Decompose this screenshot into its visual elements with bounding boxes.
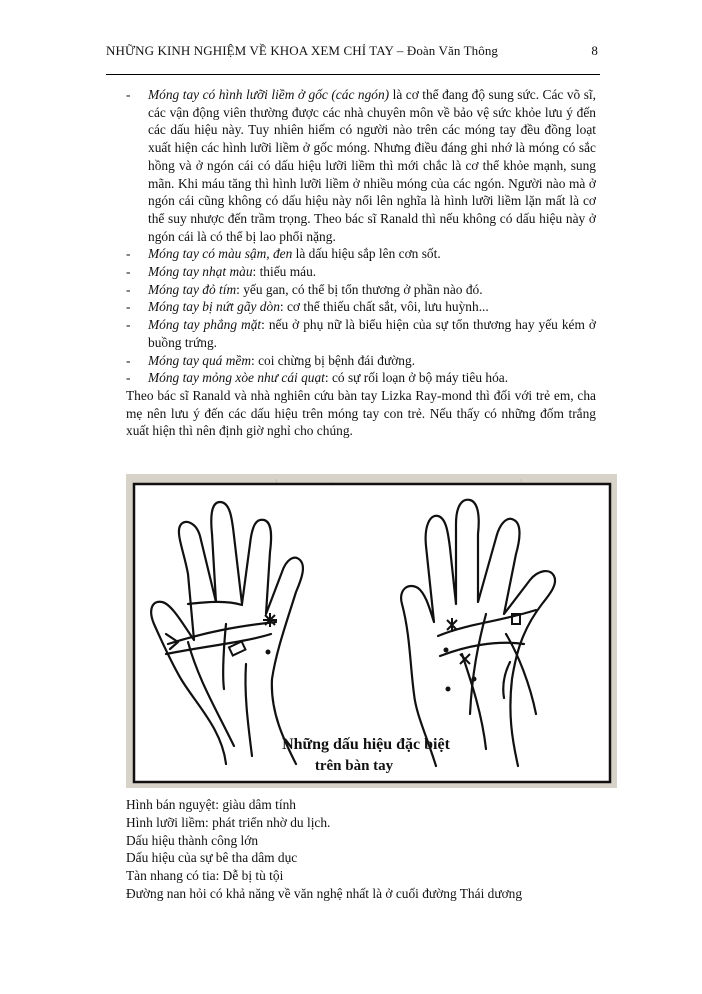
paragraph: Theo bác sĩ Ranald và nhà nghiên cứu bàn tay Lizka Ray-mond thì đối với trẻ em, cha mẹ nên lưu ý đến các dấu hiệu trên móng tay con trẻ. Nếu thấy có những đốm trắng xuất hiện thì nên định giờ nghỉ cho chúng. bbox=[126, 387, 596, 439]
item-text: là cơ thể đang độ sung sức. Các võ sĩ, các vận động viên thường được các nhà chuyên môn về bảo vệ sức khỏe lưu ý đến các dấu hiệu này. Tuy nhiên hiếm có người nào trên các móng tay đều đồng loạt xuất hiện các hình lưỡi liềm ở gốc móng. Nhưng điều đáng ghi nhớ là móng có sắc hồng và ở ngón cái có dấu hiệu lưỡi liềm thì mới chắc là cơ thể khỏe mạnh, sung mãn. Khi máu tăng thì hình lưỡi liềm ở nhiều móng của các ngón. Người nào mà ở ngón cái cũng không có dấu hiệu này nổi lên nghĩa là hình lưỡi liềm lặn mất là cơ thể suy nhược đến trầm trọng. Theo bác sĩ Ranald thì nếu không có dấu hiệu này ở ngón cái là có thể bị lao phổi nặng. bbox=[148, 87, 596, 244]
item-term: Móng tay có màu sậm, đen bbox=[148, 246, 293, 262]
item-text: : có sự rối loạn ở bộ máy tiêu hóa. bbox=[324, 370, 509, 386]
item-term: Móng tay nhạt màu bbox=[148, 264, 253, 280]
item-term: Móng tay bị nứt gãy dòn bbox=[148, 299, 280, 315]
palm-illustration bbox=[126, 474, 617, 788]
list-item: - Móng tay nhạt màu: thiếu máu. bbox=[126, 264, 317, 280]
legend-item: Dấu hiệu của sự bê tha dâm dục bbox=[126, 850, 298, 866]
legend-item: Đường nan hỏi có khả năng về văn nghệ nhất là ở cuối đường Thái dương bbox=[126, 885, 523, 901]
item-text: : nếu ở phụ nữ là biểu hiện của sự tổn thương hay yếu kém ở buồng trứng. bbox=[148, 317, 596, 350]
list-item: - Móng tay mỏng xòe như cái quạt: có sự rối loạn ở bộ máy tiêu hóa. bbox=[126, 370, 509, 386]
list-item: - Móng tay phẳng mặt: nếu ở phụ nữ là biểu hiện của sự tổn thương hay yếu kém ở buồng trứng. bbox=[126, 317, 596, 350]
item-term: Móng tay quá mềm bbox=[148, 352, 252, 368]
figure-caption-line1: Những dấu hiệu đặc biệt bbox=[282, 736, 450, 753]
item-text: là dấu hiệu sắp lên cơn sốt. bbox=[292, 246, 441, 262]
item-term: Móng tay phẳng mặt bbox=[148, 317, 262, 333]
item-text: : coi chừng bị bệnh đái đường. bbox=[251, 352, 416, 368]
legend-item: Dấu hiệu thành công lớn bbox=[126, 832, 259, 848]
page-header bbox=[106, 40, 600, 75]
page-number: 8 bbox=[591, 43, 598, 58]
list-item: - Móng tay quá mềm: coi chừng bị bệnh đái đường. bbox=[126, 352, 416, 368]
header-title: NHỮNG KINH NGHIỆM VỀ KHOA XEM CHỈ TAY – Đoàn Văn Thông bbox=[106, 43, 499, 58]
legend-list bbox=[126, 796, 606, 903]
figure-caption-line2: trên bàn tay bbox=[314, 758, 394, 774]
item-term: Móng tay đỏ tím bbox=[148, 281, 237, 297]
palm-figure bbox=[126, 474, 617, 788]
legend-item: Hình lưỡi liềm: phát triển nhờ du lịch. bbox=[126, 814, 331, 830]
list-item: - Móng tay có màu sậm, đen là dấu hiệu sắp lên cơn sốt. bbox=[126, 246, 441, 262]
star-mark-icon bbox=[263, 613, 277, 627]
item-term: Móng tay mỏng xòe như cái quạt bbox=[148, 370, 325, 386]
body-text bbox=[126, 86, 596, 440]
item-term: Móng tay có hình lưỡi liềm ở gốc (các ngón) bbox=[148, 87, 390, 102]
list-item: - Móng tay có hình lưỡi liềm ở gốc (các ngón) là cơ thể đang độ sung sức. Các võ sĩ, các vận động viên thường được các nhà chuyên môn về bảo vệ sức khỏe lưu ý đến các dấu hiệu này. Tuy nhiên hiếm có người nào trên các móng tay đều đồng loạt xuất hiện các hình lưỡi liềm ở gốc móng. Nhưng điều đáng ghi nhớ là móng có sắc hồng và ở ngón cái có dấu hiệu lưỡi liềm thì mới chắc là cơ thể khỏe mạnh, sung mãn. Khi máu tăng thì hình lưỡi liềm ở nhiều móng của các ngón. Người nào mà ở ngón cái cũng không có dấu hiệu này nổi lên nghĩa là hình lưỡi liềm lặn mất là cơ thể suy nhược đến trầm trọng. Theo bác sĩ Ranald thì nếu không có dấu hiệu này ở ngón cái là có thể bị lao phổi nặng. bbox=[126, 87, 596, 244]
legend-item: Hình bán nguyệt: giàu dâm tính bbox=[126, 797, 296, 812]
legend-item: Tàn nhang có tia: Dễ bị tù tội bbox=[126, 868, 284, 884]
item-text: : cơ thể thiếu chất sắt, vôi, lưu huỳnh... bbox=[279, 299, 489, 315]
item-text: : thiếu máu. bbox=[252, 264, 317, 280]
list-item: - Móng tay đỏ tím: yếu gan, có thể bị tổn thương ở phần nào đó. bbox=[126, 281, 483, 297]
list-item: - Móng tay bị nứt gãy dòn: cơ thể thiếu chất sắt, vôi, lưu huỳnh... bbox=[126, 299, 489, 315]
item-text: : yếu gan, có thể bị tổn thương ở phần nào đó. bbox=[236, 281, 483, 297]
